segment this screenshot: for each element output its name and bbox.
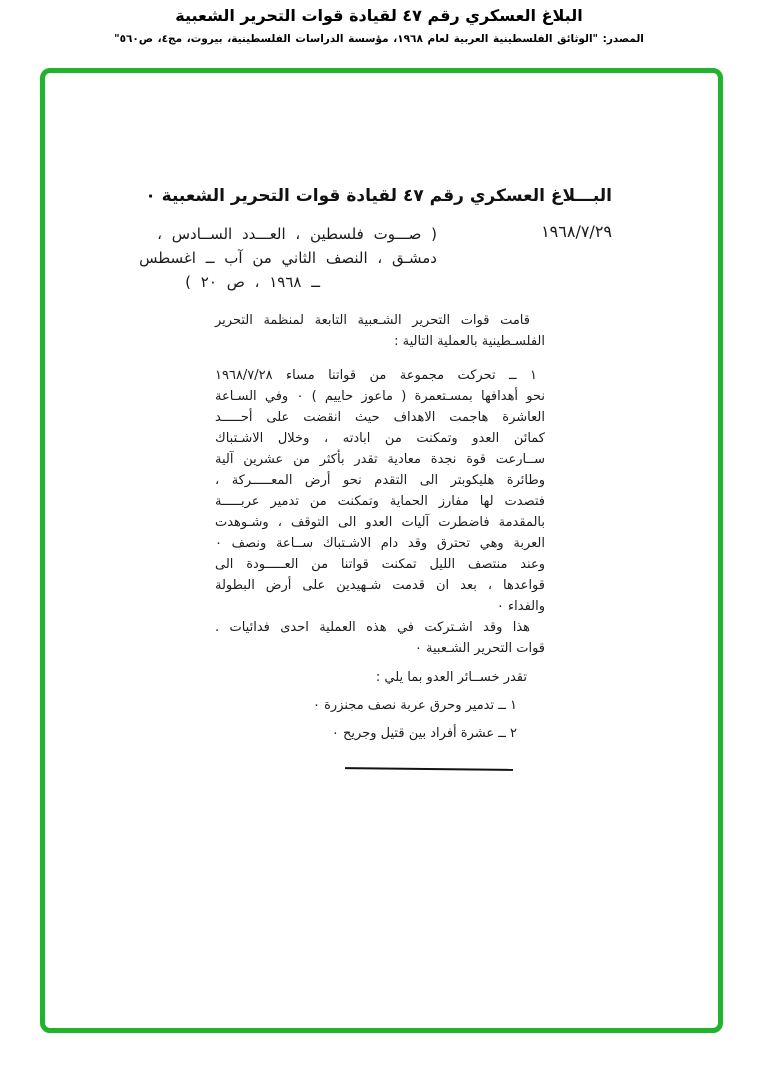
- citation-line: دمشـق ، النصف الثاني من آب ــ اغسطس: [139, 249, 437, 267]
- body-line: ســارعت قوة نجدة معادية تقدر بأكثر من عشرين آلية: [215, 452, 545, 467]
- body-line: الفلسـطينية بالعملية التالية :: [394, 334, 545, 349]
- losses-item: ١ ــ تدمير وحرق عربة نصف مجنزرة ٠: [313, 698, 517, 713]
- document-title: البـــلاغ العسكري رقم ٤٧ لقيادة قوات التحرير الشعبية ٠: [145, 186, 612, 206]
- body-line: العربة وهي تحترق وقد دام الاشـتباك ســاعة ونصف ٠: [215, 536, 545, 551]
- losses-item: ٢ ــ عشرة أفراد بين قتيل وجريح ٠: [331, 726, 517, 741]
- citation-line: ( صـــوت فلسطين ، العـــدد الســادس ،: [157, 225, 437, 243]
- document-date: ١٩٦٨/٧/٢٩: [541, 222, 612, 241]
- body-line: ١ ــ تحركت مجموعة من قواتنا مساء ١٩٦٨/٧/٢٨: [215, 368, 537, 383]
- body-line: وطائرة هليكوبتر الى التقدم نحو أرض المعـــــركة ،: [215, 473, 545, 488]
- body-line: العاشرة هاجمت الاهداف حيث انقضت على أحـــــد: [215, 410, 545, 425]
- body-line: فتصدت لها مفارز الحماية وتمكنت من تدمير عربـــــة: [215, 494, 545, 509]
- intro-paragraph: [215, 310, 545, 352]
- source-citation: المصدر: "الوثائق الفلسطينية العربية لعام ١٩٦٨، مؤسسة الدراسات الفلسطينية، بيروت، مج٤، ص٥٦٠": [114, 33, 644, 45]
- body-line: نحو أهدافها بمسـتعمرة ( ماعوز حاييم ) ٠ وفي السـاعة: [215, 389, 545, 404]
- body-line: كمائن العدو وتمكنت من ابادته ، وخلال الاشـتباك: [215, 431, 545, 446]
- body-line: قواعدها ، بعد ان قدمت شـهيدين على أرض البطولة: [215, 578, 545, 593]
- body-line: والفداء ٠: [496, 599, 545, 614]
- losses-heading: تقدر خســائر العدو بما يلي :: [375, 670, 527, 685]
- body-line: بالمقدمة فاضطرت آليات العدو الى التوقف ، وشـوهدت: [215, 515, 545, 530]
- document-body: [215, 310, 545, 744]
- page-header: [0, 4, 758, 47]
- end-divider-line: [345, 767, 513, 771]
- body-line: هذا وقد اشـتركت في هذه العملية احدى فدائيات .: [215, 620, 530, 635]
- body-line: وعند منتصف الليل تمكنت قواتنا من العـــــودة الى: [215, 557, 545, 572]
- citation-line: ــ ١٩٦٨ ، ص ٢٠ ): [185, 273, 320, 291]
- page-title: البلاغ العسكري رقم ٤٧ لقيادة قوات التحرير الشعبية: [175, 6, 583, 25]
- participation-paragraph: [215, 617, 545, 659]
- body-line: قامت قوات التحرير الشـعبية التابعة لمنظمة التحرير: [215, 313, 530, 328]
- publication-citation: [67, 222, 437, 294]
- scanned-document-frame: [40, 68, 723, 1033]
- body-line: قوات التحرير الشـعبية ٠: [414, 641, 545, 656]
- operation-paragraph: [215, 365, 545, 617]
